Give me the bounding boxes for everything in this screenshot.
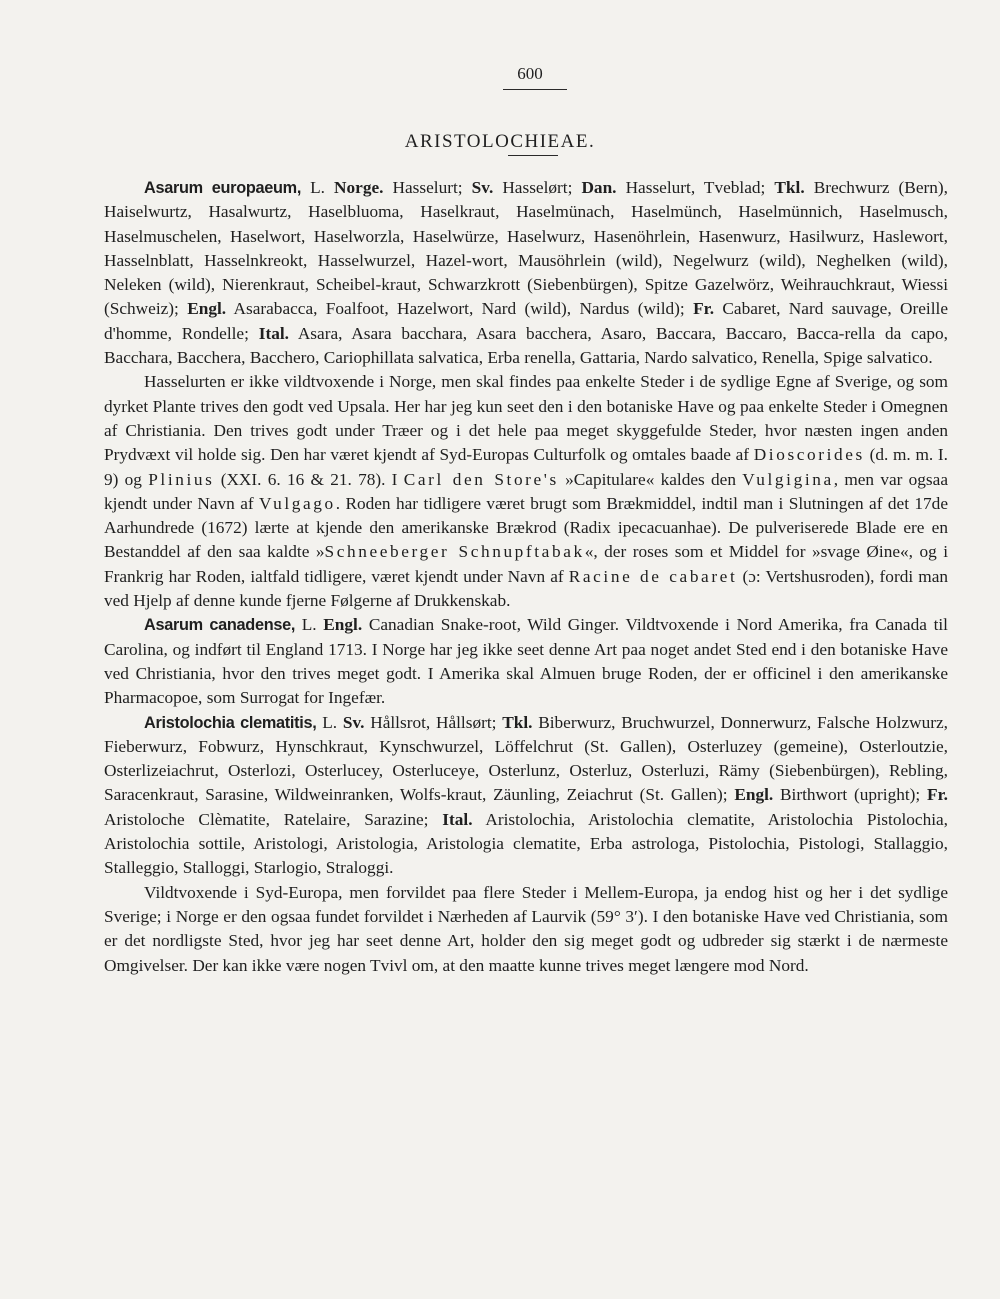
- spaced-name: Vulgago: [259, 493, 336, 513]
- page-number: 600: [517, 64, 543, 83]
- language-label: Engl.: [323, 615, 363, 635]
- section-title: ARISTOLOCHIEAE.: [404, 131, 596, 152]
- species-author: L.: [316, 712, 343, 732]
- paragraph-text: Hasselurten er ikke vildtvoxende i Norge, men skal findes paa enkelte Steder i de sydlige Egne af Sverige, og som dyrket Plante trives den godt ved Upsala. Her har jeg kun seet den i den botaniske Have og paa enkelte Steder i Omegnen af Christiania. Den trives godt under Træer og i det hele paa meget skyggefulde Steder, hvor næsten ingen anden Prydvæxt vil holde sig. Den har været kjendt af Syd-Europas Culturfolk og omtales baade af: [104, 372, 948, 465]
- entry-text: Birthwort (upright);: [773, 785, 928, 805]
- language-label: Sv.: [471, 178, 494, 197]
- language-label: Dan.: [581, 178, 617, 197]
- language-label: Engl.: [734, 785, 774, 805]
- language-label: Engl.: [187, 299, 227, 319]
- paragraph-text: (d. m. m. I. 9) og: [104, 445, 948, 489]
- language-label: Tkl.: [502, 712, 533, 732]
- paragraph-text: Vildtvoxende i Syd-Europa, men forvildet paa flere Steder i Mellem-Europa, ja endog hist og her i det sydlige Sverige; i Norge er den ogsaa fundet forvildet i Nærheden af Laurvik (59° 3′). I den botaniske Have ved Christiania, som er det nordligste Sted, hvor jeg har seet denne Art, holder den sig meget godt og udbreder sig stærkt i de nærmeste Omgivelser. Der kan ikke være nogen Tvivl om, at den maatte kunne trives meget længere mod Nord.: [104, 882, 948, 975]
- language-label: Norge.: [334, 178, 384, 197]
- spaced-name: Carl den Store's: [403, 469, 559, 489]
- paragraph-text: (XXI. 6. 16 & 21. 78). I: [214, 469, 404, 489]
- description-paragraph: [104, 881, 948, 978]
- title-rule: [508, 155, 558, 156]
- spaced-name: Dioscorides: [753, 445, 865, 465]
- entry-text: Biberwurz, Bruchwurzel, Donnerwurz, Falsche Holzwurz, Fieberwurz, Fobwurz, Hynschkraut, Kynschwurzel, Löffelchrut (St. Gallen), Osterluzey (gemeine), Osterloutzie, Osterlizeiachrut, Osterlozi, Osterlucey, Osterluceye, Osterlunz, Osterluz, Osterluzi, Rämy (Siebenbürgen), Rebling, Saracenkraut, Sarasine, Wildweinranken, Wolfs-kraut, Zäunling, Zeiachrut (St. Gallen);: [104, 712, 948, 805]
- text-body: [104, 176, 948, 978]
- description-paragraph: [104, 370, 948, 613]
- language-label: Ital.: [258, 323, 289, 343]
- entry-text: Hasselørt;: [493, 178, 582, 197]
- spaced-name: Vulgigina: [742, 469, 834, 489]
- language-label: Fr.: [693, 299, 715, 319]
- spaced-name: Plinius: [148, 469, 215, 489]
- paragraph-text: (ɔ: Vertshusroden), fordi man ved Hjelp af denne kunde fjerne Følgerne af Drukkenskab.: [104, 566, 949, 611]
- species-name: Asarum europaeum,: [144, 179, 302, 197]
- entry-text: Aristolochia, Aristolochia clematite, Aristolochia Pistolochia, Aristolochia sottile, Aristologi, Aristologia, Aristologia clematite, Erba astrologa, Pistolochia, Pistologi, Stallaggio, Stalleggio, Stalloggi, Starlogio, Straloggi.: [104, 809, 948, 878]
- language-label: Sv.: [342, 712, 365, 732]
- species-author: L.: [301, 178, 335, 197]
- entry-text: Hasselurt;: [383, 178, 472, 197]
- entry-text: Hasselurt, Tveblad;: [616, 178, 775, 197]
- entry-text: Hållsrot, Hållsørt;: [364, 712, 503, 732]
- species-entry: [104, 711, 948, 881]
- paragraph-text: »Capitulare« kaldes den: [558, 469, 743, 489]
- paragraph-text: . Roden har tidligere været brugt som Brækmiddel, indtil man i Slutningen af det 17de Aarhundrede (1672) lærte at kjende den amerikanske Brækrod (Radix ipecacuanhae). De pulveriserede Blade ere en Bestanddel af den saa kaldte »: [104, 493, 948, 562]
- entry-text: Asara, Asara bacchara, Asara bacchera, Asaro, Baccara, Baccaro, Bacca-rella da capo, Bacchara, Bacchera, Bacchero, Cariophillata salvatica, Erba renella, Gattaria, Nardo salvatico, Renella, Spige salvatico.: [104, 323, 948, 368]
- species-entry: [104, 613, 948, 710]
- spaced-name: Racine de cabaret: [568, 566, 738, 586]
- paragraph-text: , men var ogsaa kjendt under Navn af: [104, 469, 948, 513]
- species-name: Aristolochia clematitis,: [144, 713, 317, 732]
- spaced-name: Schneeberger Schnupftabak: [324, 542, 585, 562]
- language-label: Ital.: [442, 809, 473, 829]
- entry-text: Canadian Snake-root, Wild Ginger. Vildtvoxende i Nord Amerika, fra Canada til Carolina, og indført til England 1713. I Norge har jeg ikke seet denne Art paa noget andet Sted end i den botaniske Have ved Christiania, hvor den trives meget godt. I Amerika skal Almuen bruge Roden, der er officinel i den amerikanske Pharmacopoe, som Surrogat for Ingefær.: [104, 615, 948, 708]
- language-label: Fr.: [927, 785, 948, 805]
- species-author: L.: [295, 615, 324, 635]
- header-rule: [503, 89, 567, 90]
- language-label: Tkl.: [774, 178, 805, 197]
- species-entry: [104, 176, 948, 370]
- entry-text: Brechwurz (Bern), Haiselwurtz, Hasalwurtz, Haselbluoma, Haselkraut, Haselmünach, Haselmünch, Haselmünnich, Haselmusch, Haselmuschelen, Haselwort, Haselworzla, Haselwürze, Haselwurz, Hasenöhrlein, Hasenwurz, Hasilwurz, Haslewort, Hasselnblatt, Hasselnkreokt, Hasselwurzel, Hazel-wort, Mausöhrlein (wild), Negelwurz (wild), Neghelken (wild), Neleken (wild), Nierenkraut, Scheibel-kraut, Schwarzkrott (Siebenbürgen), Spitze Gazelwörz, Weihrauchkraut, Wiessi (Schweiz);: [104, 178, 948, 319]
- paragraph-text: «, der roses som et Middel for »svage Øine«, og i Frankrig har Roden, ialtfald tidligere, været kjendt under Navn af: [104, 542, 948, 586]
- entry-text: Asarabacca, Foalfoot, Hazelwort, Nard (wild), Nardus (wild);: [226, 299, 694, 319]
- species-name: Asarum canadense,: [144, 616, 296, 635]
- entry-text: Aristoloche Clèmatite, Ratelaire, Sarazine;: [104, 809, 443, 829]
- entry-text: Cabaret, Nard sauvage, Oreille d'homme, Rondelle;: [104, 299, 948, 343]
